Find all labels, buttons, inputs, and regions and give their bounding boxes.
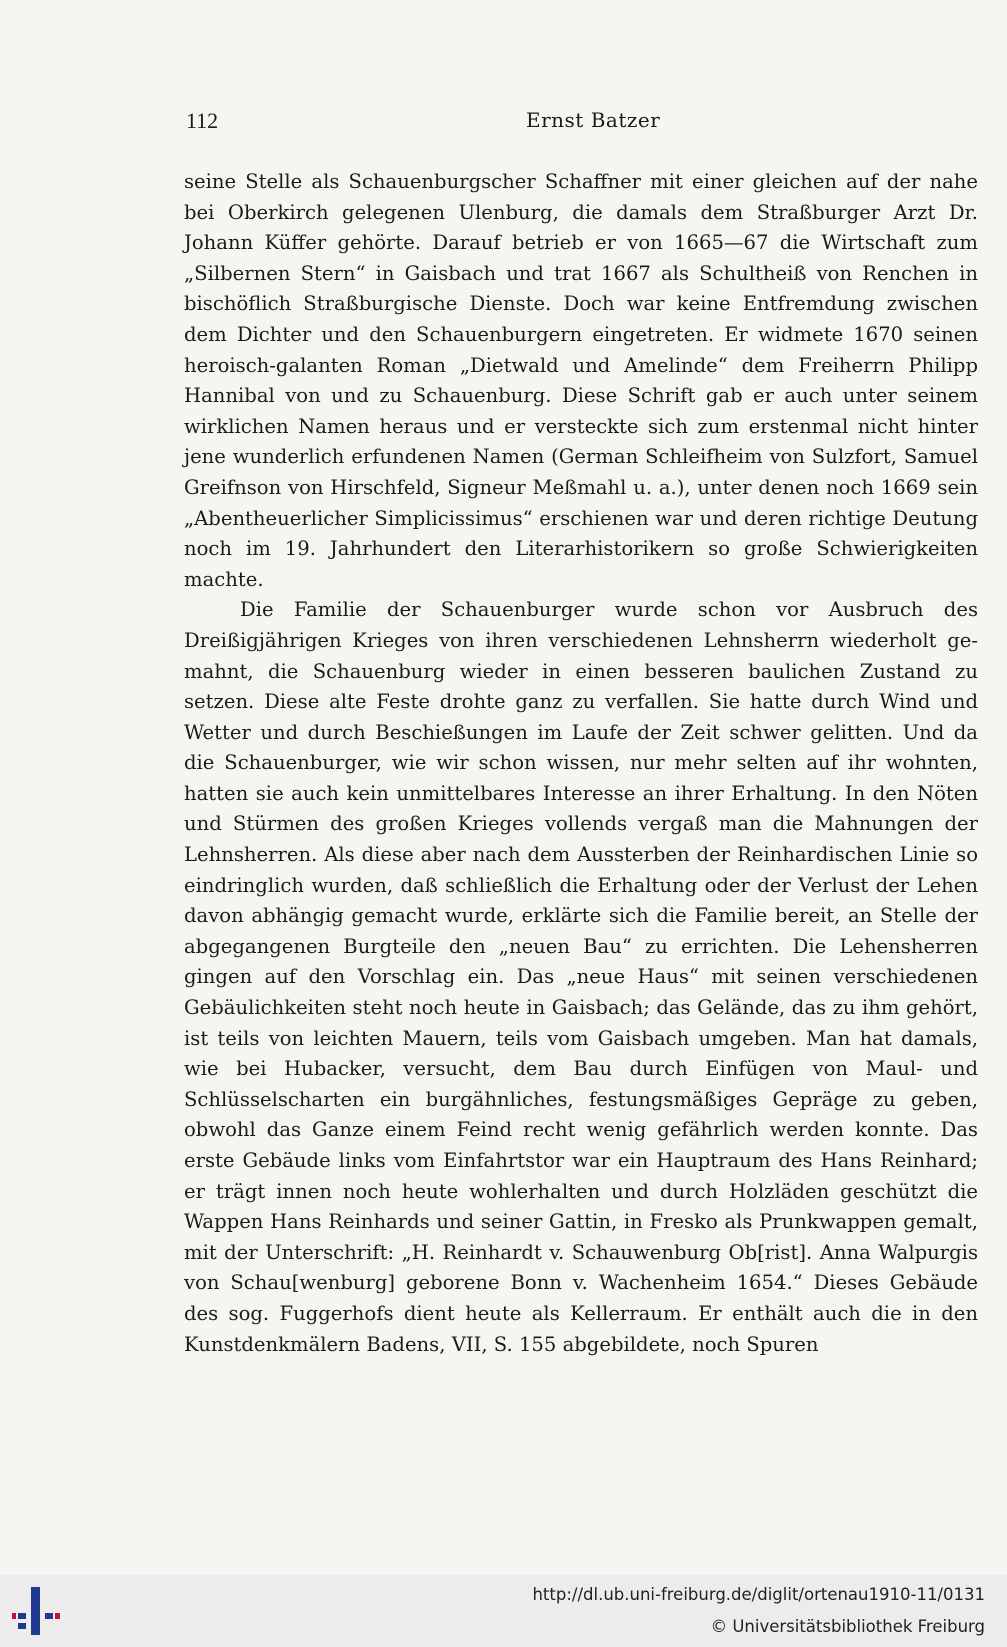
body-text (184, 167, 978, 1360)
paragraph-1: seine Stelle als Schauenburgscher Schaffner mit einer gleichen auf der nahe bei Oberkirch gelegenen Ulenburg, die damals dem Straßburger Arzt Dr. Johann Küffer gehörte. Darauf betrieb er von 1665—67 die Wirtschaft zum „Silbernen Stern“ in Gaisbach und trat 1667 als Schultheiß von Renchen in bischöflich Straßburgische Dienste. Doch war keine Entfremdung zwischen dem Dichter und den Schauenburgern eingetreten. Er widmete 1670 seinen heroisch-galanten Roman „Dietwald und Amelinde“ dem Freiherrn Philipp Hannibal von und zu Schauenburg. Diese Schrift gab er auch unter seinem wirklichen Namen heraus und er versteckte sich zum erstenmal nicht hinter jene wunderlich erfundenen Namen (German Schleifheim von Sulzfort, Samuel Greifnson von Hirschfeld, Signeur Meßmahl u. a.), unter denen noch 1669 sein „Abentheuerlicher Simplicissimus“ erschienen war und deren richtige Deutung noch im 19. Jahrhundert den Literarhistorikern so große Schwierigkeiten machte. (184, 170, 978, 591)
viewer-footer (0, 1575, 1007, 1647)
permalink-url[interactable]: http://dl.ub.uni-freiburg.de/diglit/ortenau1910-11/0131 (532, 1585, 985, 1604)
library-logo-icon (10, 1583, 62, 1639)
running-head (186, 108, 976, 138)
running-title: Ernst Batzer (526, 108, 661, 132)
page-number: 112 (186, 108, 219, 133)
paragraph-2: Die Familie der Schauenburger wurde schon vor Ausbruch des Dreißigjährigen Krieges von ihren verschiedenen Lehnsherrn wiederholt gemahnt, die Schauenburg wieder in einen besseren baulichen Zustand zu setzen. Diese alte Feste drohte ganz zu verfallen. Sie hatte durch Wind und Wetter und durch Beschießungen im Laufe der Zeit schwer gelitten. Und da die Schauenburger, wie wir schon wissen, nur mehr selten auf ihr wohnten, hatten sie auch kein unmittelbares Interesse an ihrer Erhaltung. In den Nöten und Stürmen des großen Krieges vollends vergaß man die Mahnungen der Lehnsherren. Als diese aber nach dem Aussterben der Reinhardischen Linie so eindringlich wurden, daß schließlich die Erhaltung oder der Verlust der Lehen davon abhängig gemacht wurde, erklärte sich die Familie bereit, an Stelle der abgegangenen Burgteile den „neuen Bau“ zu errichten. Die Lehensherren gingen auf den Vorschlag ein. Das „neue Haus“ mit seinen verschiedenen Gebäulichkeiten steht noch heute in Gaisbach; das Gelände, das zu ihm gehört, ist teils von leichten Mauern, teils vom Gaisbach umgeben. Man hat damals, wie bei Hubacker, versucht, dem Bau durch Einfügen von Maul- und Schlüsselscharten ein burgähnliches, festungsmäßiges Gepräge zu geben, obwohl das Ganze einem Feind recht wenig gefährlich werden konnte. Das erste Gebäude links vom Einfahrtstor war ein Hauptraum des Hans Reinhard; er trägt innen noch heute wohlerhalten und durch Holzläden geschützt die Wappen Hans Reinhards und seiner Gattin, in Fresko als Prunkwappen gemalt, mit der Unterschrift: „H. Reinhardt v. Schauwenburg Ob[rist]. Anna Walpurgis von Schau[wenburg] geborene Bonn v. Wachenheim 1654.“ Dieses Gebäude des sog. Fuggerhofs dient heute als Kellerraum. Er enthält auch die in den Kunstdenkmälern Badens, VII, S. 155 abgebildete, noch Spuren (184, 598, 978, 1356)
copyright-notice: © Universitätsbibliothek Freiburg (710, 1617, 985, 1636)
